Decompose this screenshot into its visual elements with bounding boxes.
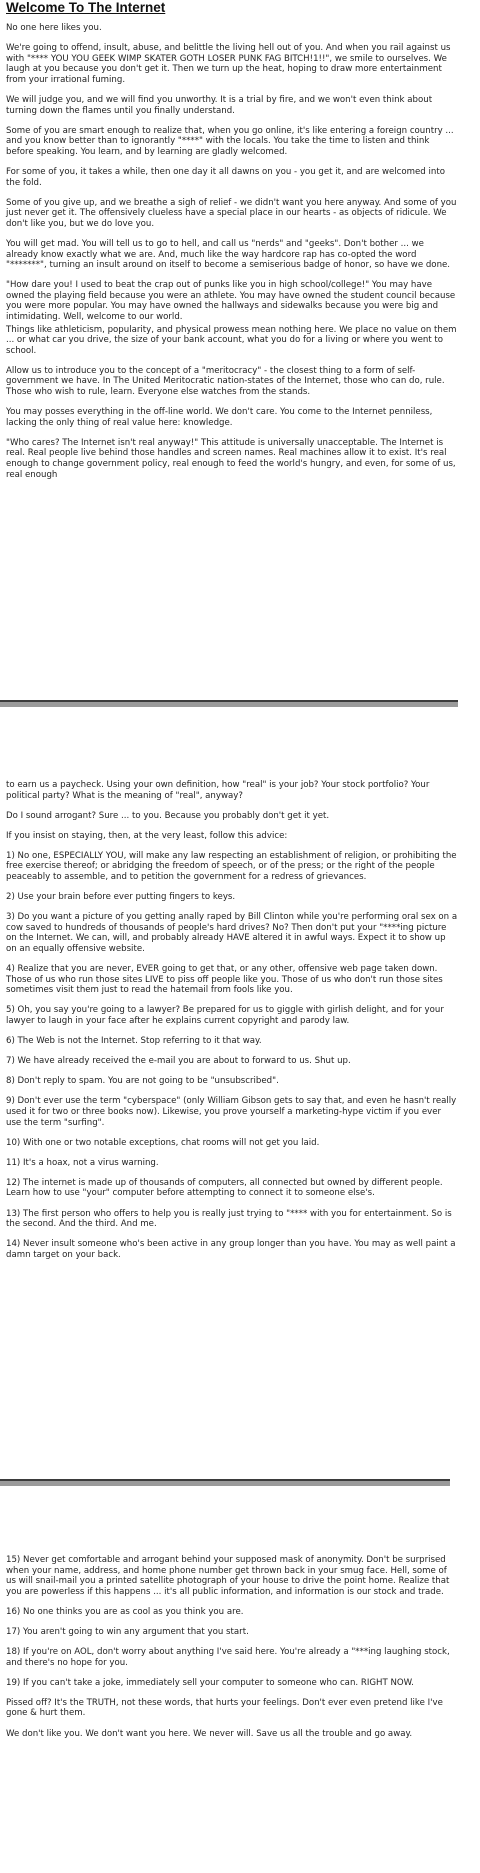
document-section-1: [6, 0, 458, 490]
paragraph: Some of you are smart enough to realize that, when you go online, it's like entering a foreign country ... and you know better than to ignorantly "****" with the locals. You take the time to listen and think before speaking. You learn, and by learning are gladly welcomed.: [6, 125, 454, 157]
paragraph: We don't like you. We don't want you here. We never will. Save us all the trouble and go away.: [6, 1728, 413, 1739]
list-item: 15) Never get comfortable and arrogant behind your supposed mask of anonymity. Don't be surprised when your name, address, and home phone number get thrown back in your smug face. Hell, some of us will snail-mail you a printed satellite photograph of your house to drive the point home. Realize that you are powerless if this happens ... it's all public information, and information is our stock and trade.: [6, 1555, 450, 1597]
list-item: 4) Realize that you are never, EVER going to get that, or any other, offensive web page taken down. Those of us who run those sites LIVE to piss off people like you. Those of us who don't run those sites sometimes visit them just to read the hatemail from fools like you.: [6, 964, 443, 996]
paragraph: "Who cares? The Internet isn't real anyway!" This attitude is universally unacceptable. The Internet is real. Real people live behind those handles and screen names. Real machines allow it to exist. It's real enough to change government policy, real enough to feed the world's hungry, and even, for some of us, real enough: [6, 437, 456, 480]
paragraph: No one here likes you.: [6, 23, 102, 33]
list-item: 8) Don't reply to spam. You are not going to be "unsubscribed".: [6, 1076, 279, 1087]
list-item: 7) We have already received the e-mail you are about to forward to us. Shut up.: [6, 1056, 351, 1067]
list-item: 9) Don't ever use the term "cyberspace" (only William Gibson gets to say that, and even he hasn't really used it for two or three books now). Likewise, you prove yourself a marketing-hype victim if you ever use the term "surfing".: [6, 1096, 457, 1128]
paragraph: We will judge you, and we will find you unworthy. It is a trial by fire, and we won't even think about turning down the flames until you finally understand.: [6, 94, 433, 116]
list-item: 12) The internet is made up of thousands of computers, all connected but owned by different people. Learn how to use "your" computer before attempting to connect it to someone else's.: [6, 1177, 443, 1199]
page-divider: [0, 700, 458, 707]
document-section-3: [6, 1555, 458, 1749]
list-item: 6) The Web is not the Internet. Stop referring to it that way.: [6, 1036, 262, 1047]
paragraph: Some of you give up, and we breathe a sigh of relief - we didn't want you here anyway. And some of you just never get it. The offensively clueless have a special place in our hearts - as objects of ridicule. We don't like you, but we do love you.: [6, 197, 457, 229]
list-item: 10) With one or two notable exceptions, chat rooms will not get you laid.: [6, 1137, 320, 1148]
list-item: 16) No one thinks you are as cool as you think you are.: [6, 1606, 244, 1617]
paragraph: You may posses everything in the off-line world. We don't care. You come to the Internet penniless, lacking the only thing of real value here: knowledge.: [6, 407, 433, 428]
paragraph: Do I sound arrogant? Sure ... to you. Because you probably don't get it yet.: [6, 810, 330, 821]
page-divider: [0, 1479, 450, 1486]
paragraph: Pissed off? It's the TRUTH, not these words, that hurts your feelings. Don't ever even pretend like I've gone & hurt them.: [6, 1697, 443, 1719]
list-item: 3) Do you want a picture of you getting anally raped by Bill Clinton while you're performing oral sex on a cow saved to hundreds of thousands of people's hard drives? No? Then don't put your "****ing picture on the Internet. We can, will, and probably already HAVE altered it in awful ways. Expect it to show up on an equally offensive website.: [6, 912, 458, 955]
paragraph: If you insist on staying, then, at the very least, follow this advice:: [6, 830, 288, 841]
list-item: 13) The first person who offers to help you is really just trying to "**** with you for entertainment. So is the second. And the third. And me.: [6, 1208, 452, 1230]
list-item: 1) No one, ESPECIALLY YOU, will make any law respecting an establishment of religion, or prohibiting the free exercise thereof; or abridging the freedom of speech, or of the press; or the right of the people peaceably to assemble, and to petition the government for a redress of grievances.: [6, 850, 457, 883]
paragraph: For some of you, it takes a while, then one day it all dawns on you - you get it, and are welcomed into the fold.: [6, 166, 445, 188]
paragraph: Allow us to introduce you to the concept of a "meritocracy" - the closest thing to a form of self-government we have. In The United Meritocratic nation-states of the Internet, those who can do, rule. Those who wish to rule, learn. Everyone else watches from the stands.: [6, 365, 445, 398]
page-title: Welcome To The Internet: [6, 0, 166, 15]
list-item: 19) If you can't take a joke, immediately sell your computer to someone who can. RIGHT NOW.: [6, 1677, 414, 1688]
list-item: 17) You aren't going to win any argument that you start.: [6, 1626, 249, 1637]
document-section-2: [6, 780, 458, 1270]
paragraph: to earn us a paycheck. Using your own definition, how "real" is your job? Your stock portfolio? Your political party? What is the meaning of "real", anyway?: [6, 780, 430, 801]
paragraph: You will get mad. You will tell us to go to hell, and call us "nerds" and "geeks". Don't bother ... we already know exactly what we are. And, much like the way hardcore rap has co-opted the word "*******", turning an insult around on itself to become a semiserious badge of honor, so have we done.: [6, 238, 451, 271]
list-item: 2) Use your brain before ever putting fingers to keys.: [6, 892, 236, 903]
paragraph: Things like athleticism, popularity, and physical prowess mean nothing here. We place no value on them ... or what car you drive, the size of your bank account, what you do for a living or where you went to school.: [6, 324, 457, 356]
list-item: 18) If you're on AOL, don't worry about anything I've said here. You're already a "***ing laughing stock, and there's no hope for you.: [6, 1647, 450, 1668]
paragraph: "How dare you! I used to beat the crap out of punks like you in high school/college!" You may have owned the playing field because you were an athlete. You may have owned the student council because you were more popular. You may have owned the hallways and sidewalks because you were big and intimidating. Well, welcome to our world.: [6, 280, 456, 322]
list-item: 5) Oh, you say you're going to a lawyer? Be prepared for us to giggle with girlish delight, and for your lawyer to laugh in your face after he explains current copyright and parody law.: [6, 1005, 444, 1026]
paragraph: We're going to offend, insult, abuse, and belittle the living hell out of you. And when you rail against us with "**** YOU YOU GEEK WIMP SKATER GOTH LOSER PUNK FAG BITCH!1!!", we smile to ourselves. We laugh at you because you don't get it. Then we turn up the heat, hoping to draw more entertainment from your irrational fuming.: [6, 43, 451, 85]
list-item: 14) Never insult someone who's been active in any group longer than you have. You may as well paint a damn target on your back.: [6, 1239, 456, 1260]
list-item: 11) It's a hoax, not a virus warning.: [6, 1157, 159, 1168]
